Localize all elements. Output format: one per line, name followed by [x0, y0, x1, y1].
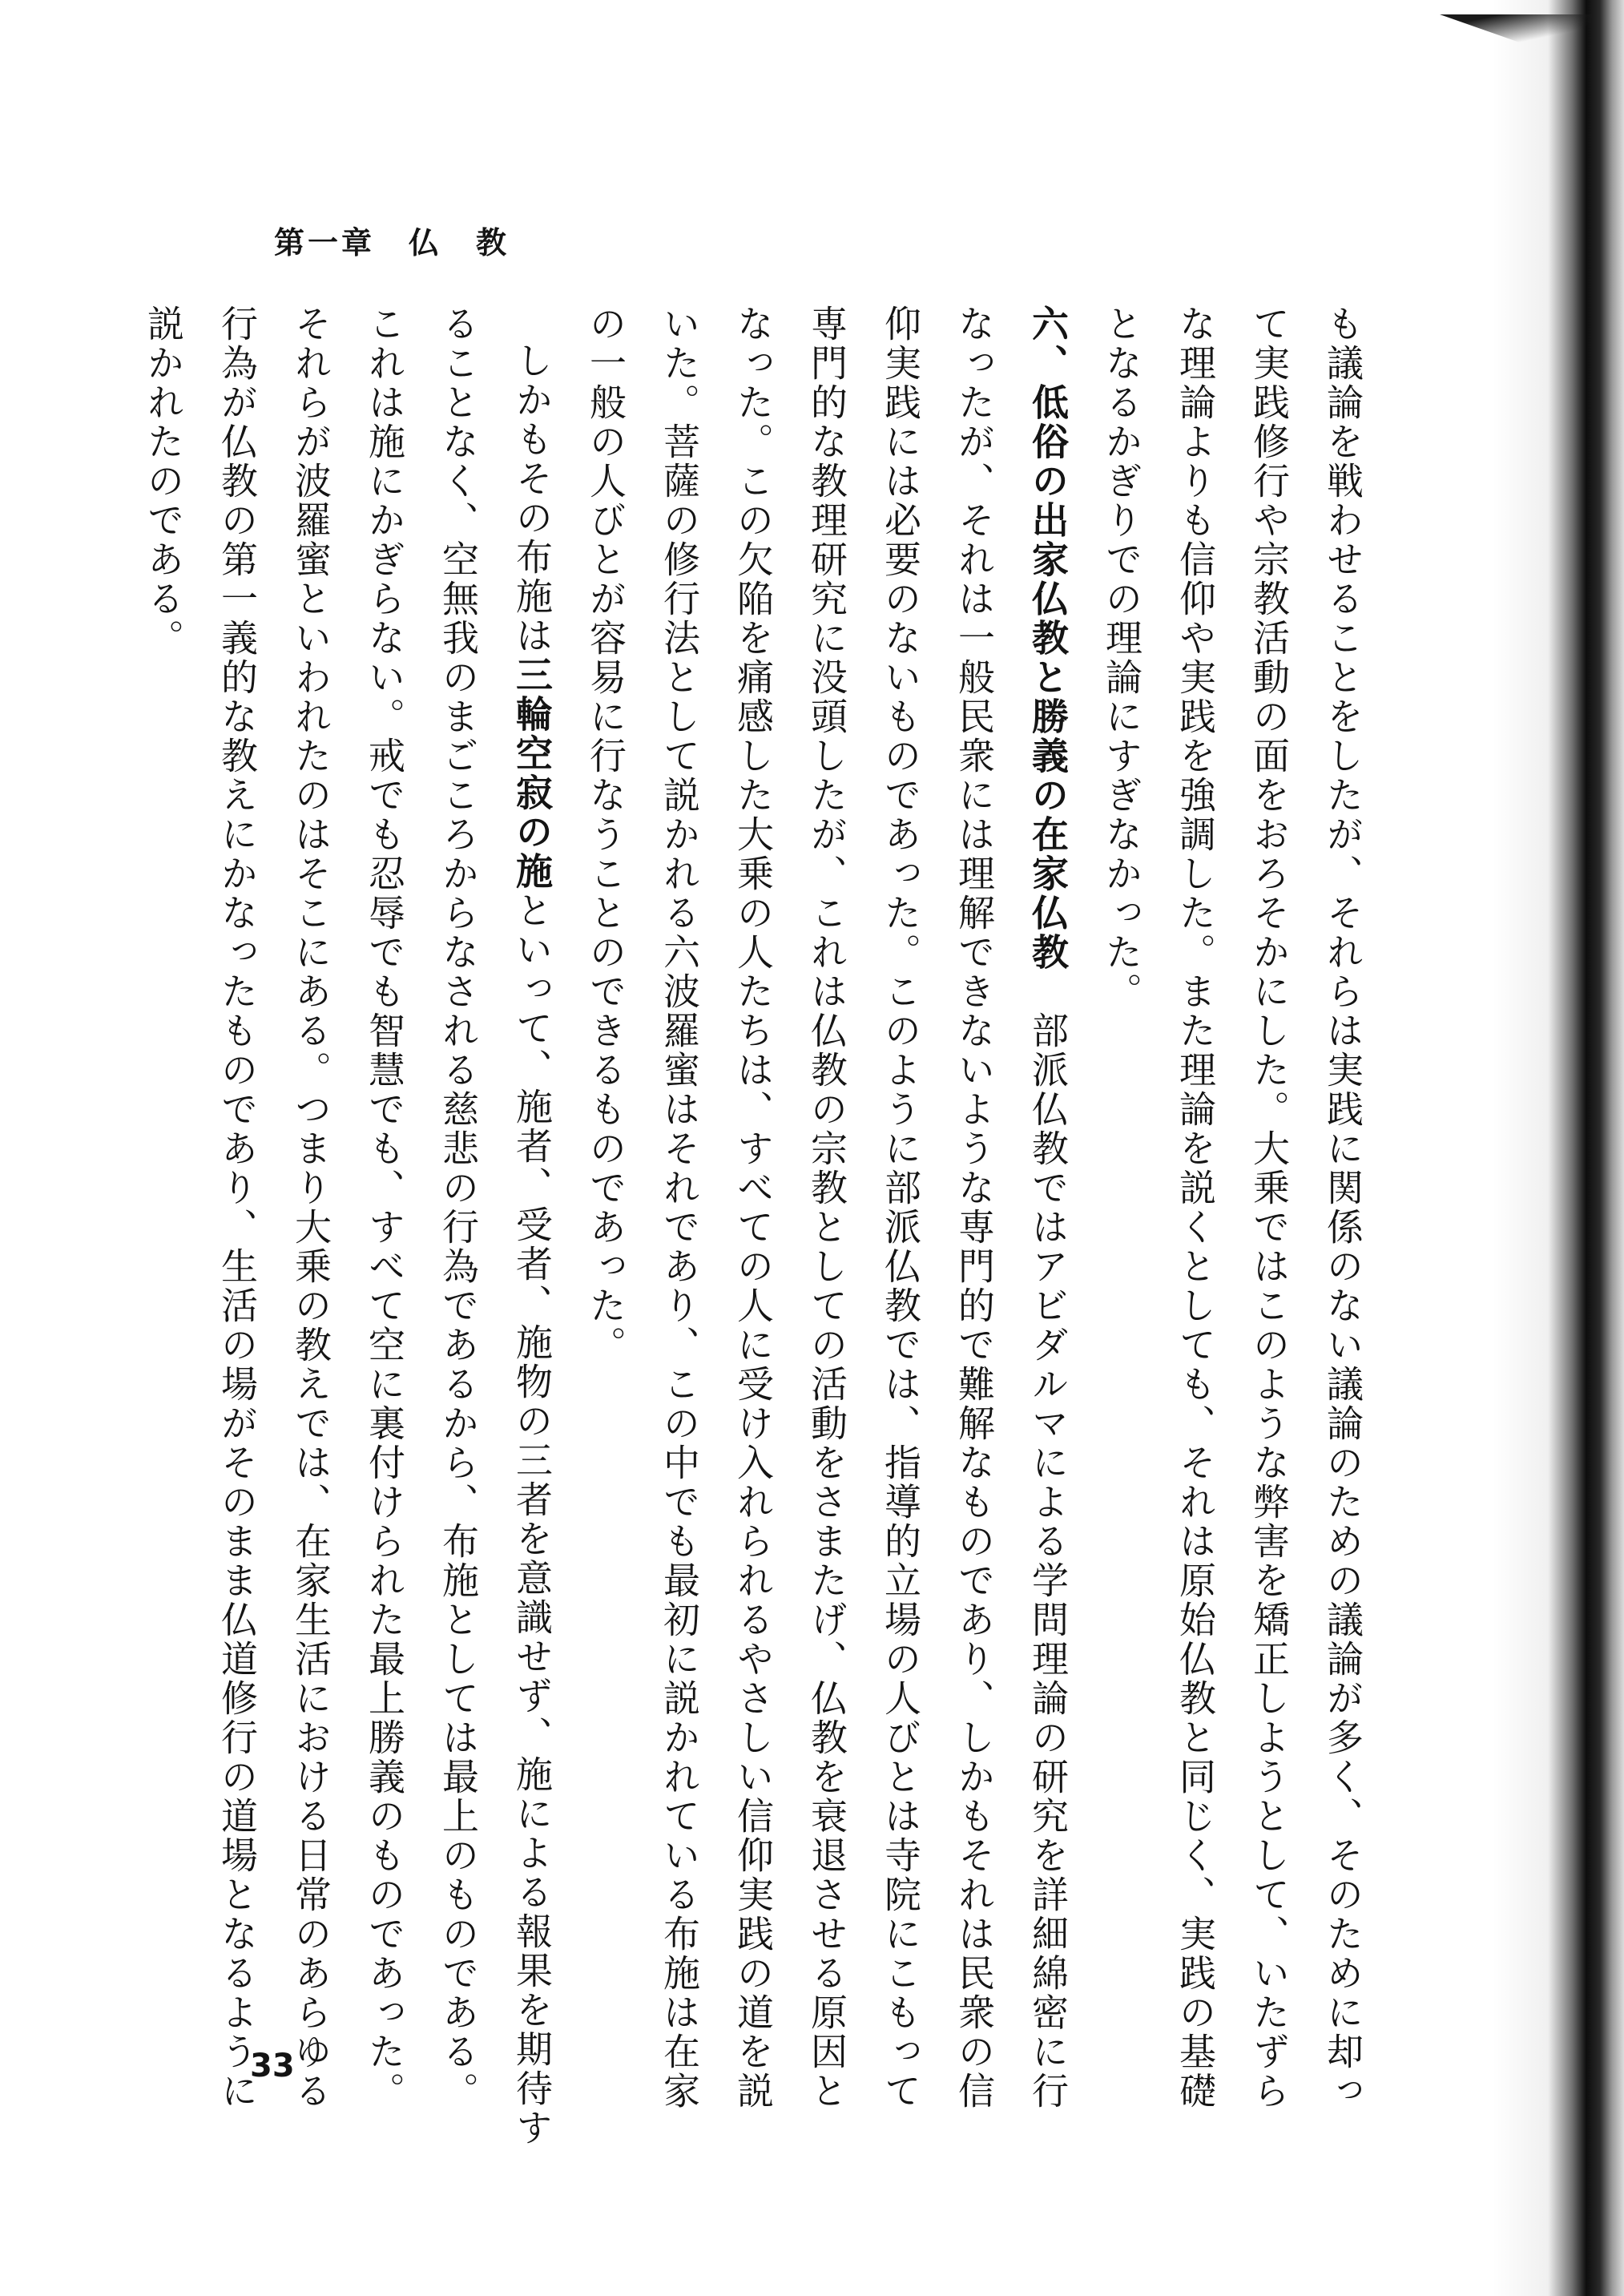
- para3-rest: といって、施者、受者、施物の三者を意識せず、施による報果を: [510, 891, 554, 2030]
- vertical-body-text: [127, 305, 1380, 2148]
- term-sanrin-kujaku: 三輪空寂の施: [510, 656, 554, 891]
- page-number: 33: [250, 2048, 295, 2084]
- section-body: 密に行なったが、それは一般民衆には理解できないような専門的で難解なものであり、しかもそれは民衆の信仰実践には必要のないものであった。このように部派仏教では、指導的立場の人びとは寺院にこもって専門的な教理研究に没頭したが、これは仏教の宗教としての活動をさまたげ、仏教を衰退させる原因となった。この欠陥を痛感した大乗の人たちは、すべての人に受け入れられるやさしい信仰実践の道を説いた。菩薩の修行法として説かれる六波羅蜜はそれであり、この中でも最初に説かれている布施は在家の一般の人びとが容易に行なうことのできるものであった。: [584, 305, 1070, 2111]
- section-title: 低俗の出家仏教と勝義の在家仏教: [1026, 383, 1070, 972]
- section-lead: 部派仏教ではアビダルマによる学問理論の研究を詳細綿: [1026, 1011, 1070, 1993]
- continuation-end: 実践の基礎となるかぎりでの理論にすぎなかった。: [1100, 305, 1217, 2111]
- continuation-text: も議論を戦わせることをしたが、それらは実践に関係のない議論のための議論が多く、そのために却って実践修行や宗教活動の面をおろそかにした。大乗ではこのような弊害を矯正しようとして、いたずらな理論よりも信仰や実践を強調した。また理論を説くとしても、それは原始仏教と同じく、: [1174, 305, 1364, 2111]
- para3-body: 期待することなく、空無我のまごころからなされる慈悲の行為であるから、布施としては最上のものである。これは施にかぎらない。戒でも忍辱でも智慧でも、すべて空に裏付けられた最上勝義のものであった。それらが波羅蜜といわれたのはそこにある。つまり大乗の教えでは、在家生活における日常のあらゆる行為が仏教の第一義的な教えにかなったものであり、生活の場がそのまま仏道修行の道場となるように説かれたのである。: [142, 305, 554, 2148]
- running-head: 第一章 仏 教: [274, 224, 510, 260]
- paragraph-section-six: [569, 305, 1085, 2148]
- book-gutter-shadow: [1492, 0, 1624, 2296]
- paragraph-continuation: [1085, 305, 1380, 2148]
- section-number: 六、: [1026, 305, 1070, 383]
- para3-lead: しかもその布施は: [510, 341, 554, 656]
- paragraph-three-wheel: [127, 305, 569, 2148]
